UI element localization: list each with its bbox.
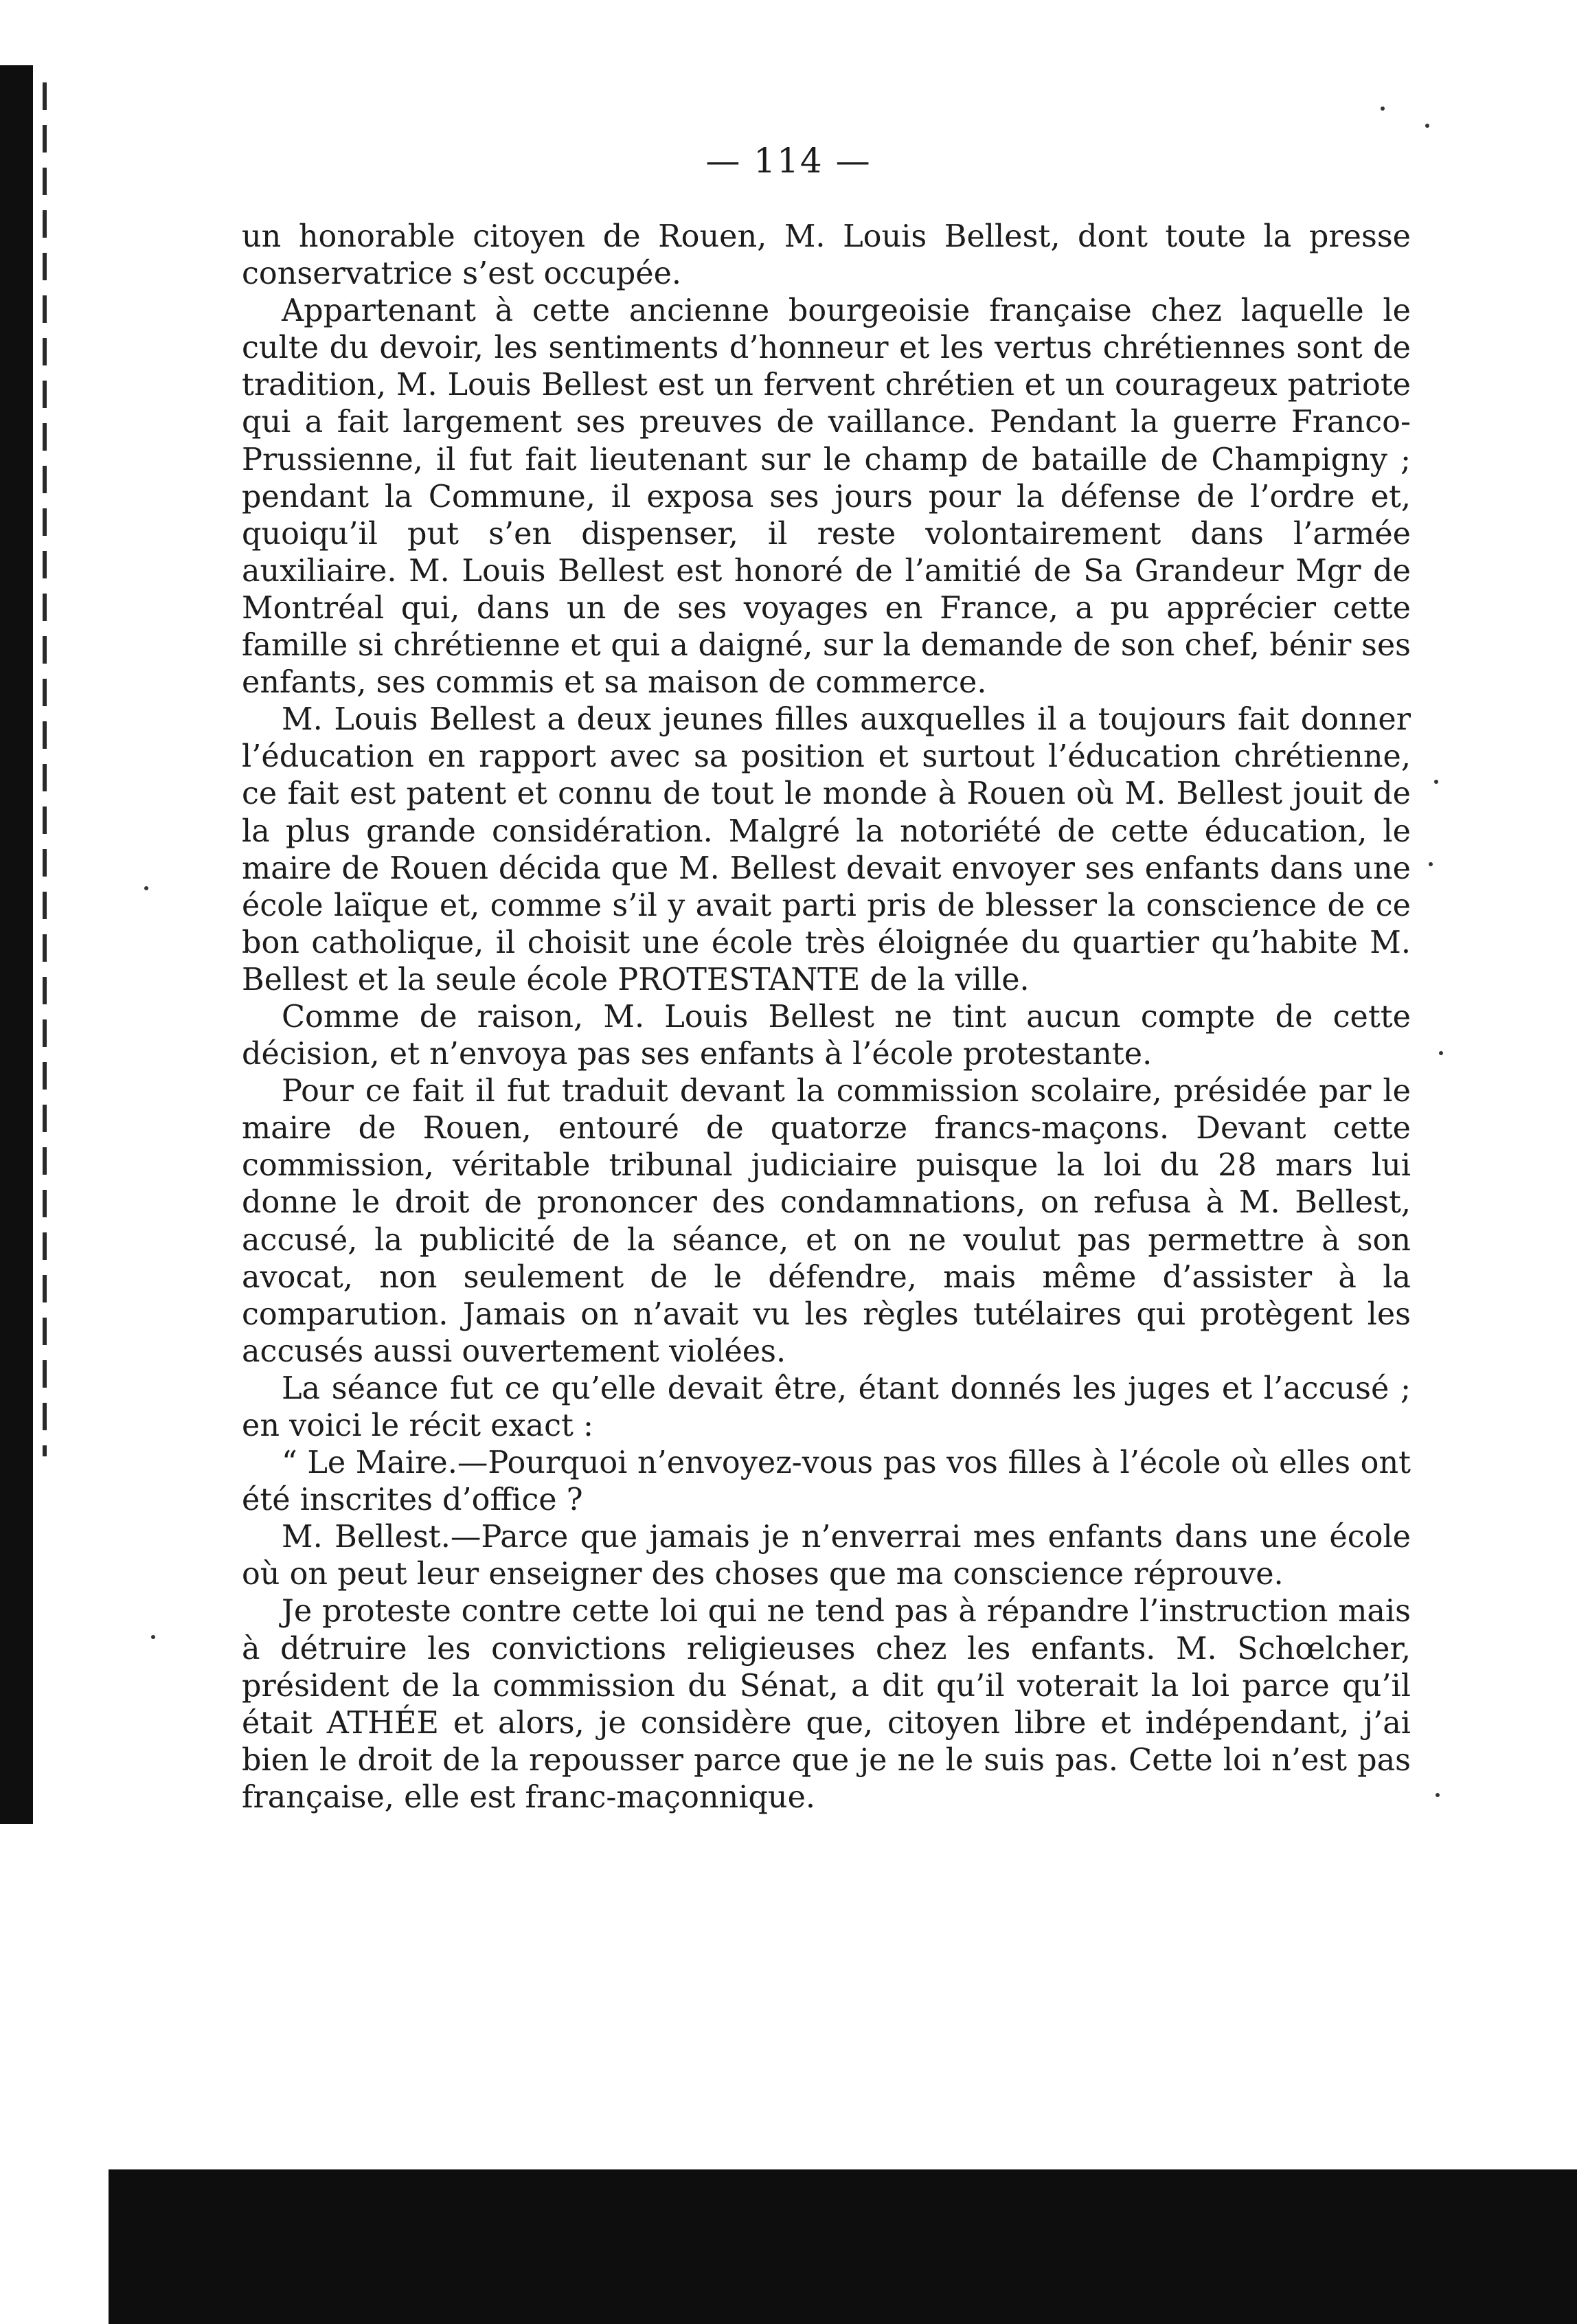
scan-speck bbox=[1436, 1793, 1440, 1797]
paragraph-9: Je proteste contre cette loi qui ne tend pas à répandre l’instruction mais à détruire les convictions religieuses chez les enfants. M. Schœlcher, président de la commission du Sénat, a dit qu’il voterait la loi parce qu’il était ATHÉE et alors, je considère que, citoyen libre et indépendant, j’ai bien le droit de la repousser parce que je ne le suis pas. Cette loi n’est pas française, elle est franc-maçonnique. bbox=[242, 1594, 1411, 1815]
paragraph-7: “ Le Maire.—Pourquoi n’envoyez-vous pas vos filles à l’école où elles ont été inscrites d’office ? bbox=[242, 1445, 1411, 1518]
body-text bbox=[242, 218, 1411, 1816]
paragraph-8: M. Bellest.—Parce que jamais je n’enverrai mes enfants dans une école où on peut leur enseigner des choses que ma conscience réprouve. bbox=[242, 1520, 1411, 1592]
scan-speck bbox=[1429, 862, 1433, 866]
paragraph-1: un honorable citoyen de Rouen, M. Louis Bellest, dont toute la presse conservatrice s’est occupée. bbox=[242, 219, 1411, 292]
paragraph-2: Appartenant à cette ancienne bourgeoisie française chez laquelle le culte du devoir, les sentiments d’honneur et les vertus chrétiennes sont de tradition, M. Louis Bellest est un fervent chrétien et un courageux patriote qui a fait largement ses preuves de vaillance. Pendant la guerre Franco-Prussienne, il fut fait lieutenant sur le champ de bataille de Champigny ; pendant la Commune, il exposa ses jours pour la défense de l’ordre et, quoiqu’il put s’en dispenser, il reste volontairement dans l’armée auxiliaire. M. Louis Bellest est honoré de l’amitié de Sa Grandeur Mgr de Montréal qui, dans un de ses voyages en France, a pu apprécier cette famille si chrétienne et qui a daigné, sur la demande de son chef, bénir ses enfants, ses commis et sa maison de commerce. bbox=[242, 293, 1411, 701]
page-number: — 114 — bbox=[705, 141, 872, 181]
scan-speck bbox=[1439, 1051, 1443, 1055]
paragraph-5: Pour ce fait il fut traduit devant la commission scolaire, présidée par le maire de Rouen, entouré de quatorze francs-maçons. Devant cette commission, véritable tribunal judiciaire puisque la loi du 28 mars lui donne le droit de prononcer des condamnations, on refusa à M. Bellest, accusé, la publicité de la séance, et on ne voulut pas permettre à son avocat, non seulement de le défendre, mais même d’assister à la comparution. Jamais on n’avait vu les règles tutélaires qui protègent les accusés aussi ouvertement violées. bbox=[242, 1074, 1411, 1369]
scan-left-margin-mark bbox=[43, 82, 47, 1456]
scan-speck bbox=[151, 1635, 155, 1639]
scan-bottom-shadow bbox=[109, 2169, 1577, 2324]
scan-speck bbox=[144, 886, 148, 890]
scan-speck bbox=[1425, 124, 1429, 128]
scan-speck bbox=[1381, 106, 1385, 111]
scan-left-edge-shadow bbox=[0, 65, 33, 1824]
paragraph-6: La séance fut ce qu’elle devait être, étant donnés les juges et l’accusé ; en voici le récit exact : bbox=[242, 1370, 1411, 1443]
scan-speck bbox=[1434, 780, 1438, 784]
paragraph-3: M. Louis Bellest a deux jeunes filles auxquelles il a toujours fait donner l’éducation en rapport avec sa position et surtout l’éducation chrétienne, ce fait est patent et connu de tout le monde à Rouen où M. Bellest jouit de la plus grande considération. Malgré la notoriété de cette éducation, le maire de Rouen décida que M. Bellest devait envoyer ses enfants dans une école laïque et, comme s’il y avait parti pris de blesser la conscience de ce bon catholique, il choisit une école très éloignée du quartier qu’habite M. Bellest et la seule école PROTESTANTE de la ville. bbox=[242, 702, 1411, 997]
paragraph-4: Comme de raison, M. Louis Bellest ne tint aucun compte de cette décision, et n’envoya pas ses enfants à l’école protestante. bbox=[242, 999, 1411, 1072]
